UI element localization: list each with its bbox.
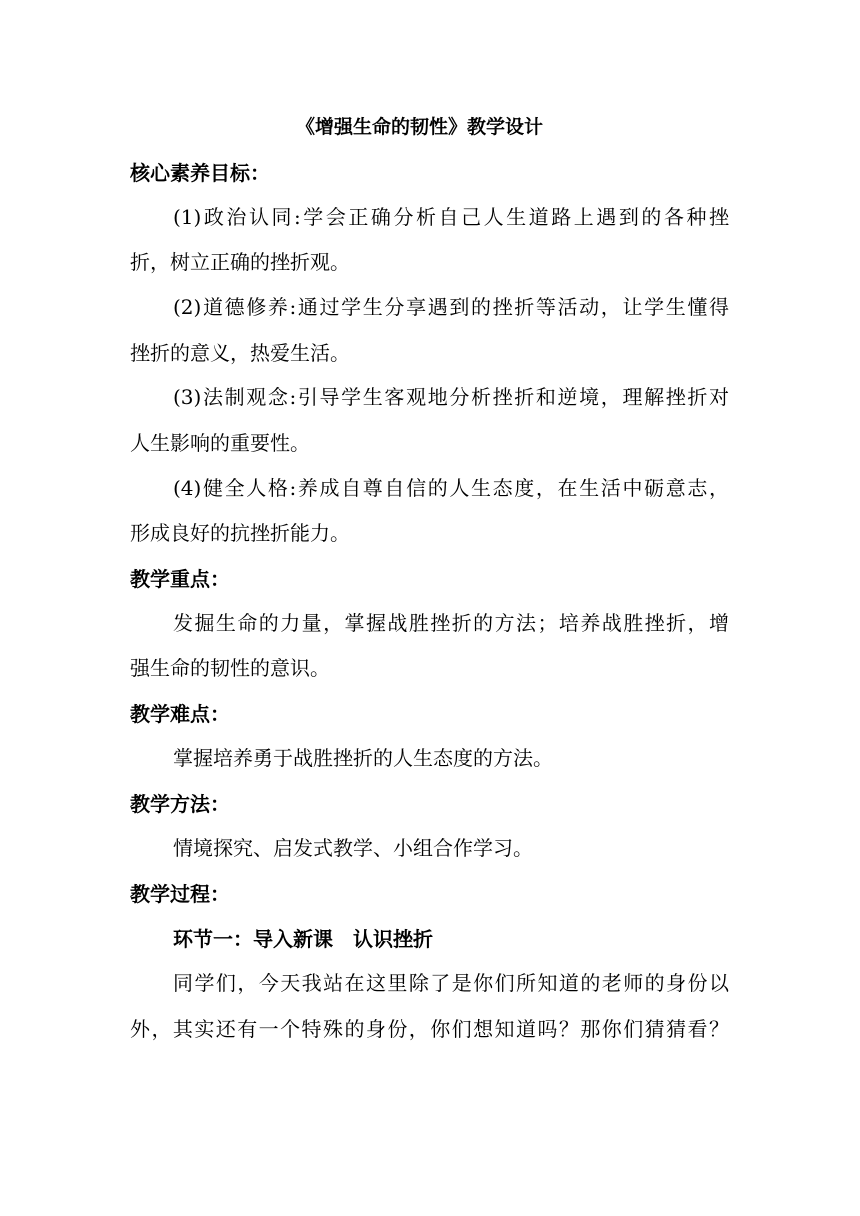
difficulty-text: 掌握培养勇于战胜挫折的人生态度的方法。: [173, 746, 553, 770]
difficulty-heading: 教学难点：: [130, 702, 230, 726]
intro-line-2: 外，其实还有一个特殊的身份，你们想知道吗？那你们猜猜看？: [130, 1017, 729, 1041]
goal-3-line-1: (3)法制观念:引导学生客观地分析挫折和逆境，理解挫折对: [173, 385, 729, 409]
key-points-line-2: 强生命的韧性的意识。: [130, 656, 330, 680]
goal-1-line-1: (1)政治认同:学会正确分析自己人生道路上遇到的各种挫: [173, 205, 729, 229]
goal-2-line-1: (2)道德修养:通过学生分享遇到的挫折等活动，让学生懂得: [173, 295, 729, 319]
method-heading: 教学方法：: [130, 792, 230, 816]
intro-line-1: 同学们，今天我站在这里除了是你们所知道的老师的身份以: [173, 971, 729, 995]
process-heading: 教学过程：: [130, 882, 230, 906]
document-title: 《增强生命的韧性》教学设计: [296, 116, 544, 138]
goal-4-line-1: (4)健全人格:养成自尊自信的人生态度，在生活中砺意志，: [173, 476, 729, 500]
goal-1-line-2: 折，树立正确的挫折观。: [130, 250, 350, 274]
goal-4-line-2: 形成良好的抗挫折能力。: [130, 521, 350, 545]
core-goals-heading: 核心素养目标：: [130, 161, 270, 185]
goal-2-line-2: 挫折的意义，热爱生活。: [130, 341, 350, 365]
method-text: 情境探究、启发式教学、小组合作学习。: [173, 836, 533, 860]
step-1-heading: 环节一：导入新课 认识挫折: [173, 927, 433, 951]
goal-3-line-2: 人生影响的重要性。: [130, 431, 310, 455]
key-points-heading: 教学重点：: [130, 567, 230, 591]
key-points-line-1: 发掘生命的力量，掌握战胜挫折的方法；培养战胜挫折，增: [173, 611, 729, 635]
